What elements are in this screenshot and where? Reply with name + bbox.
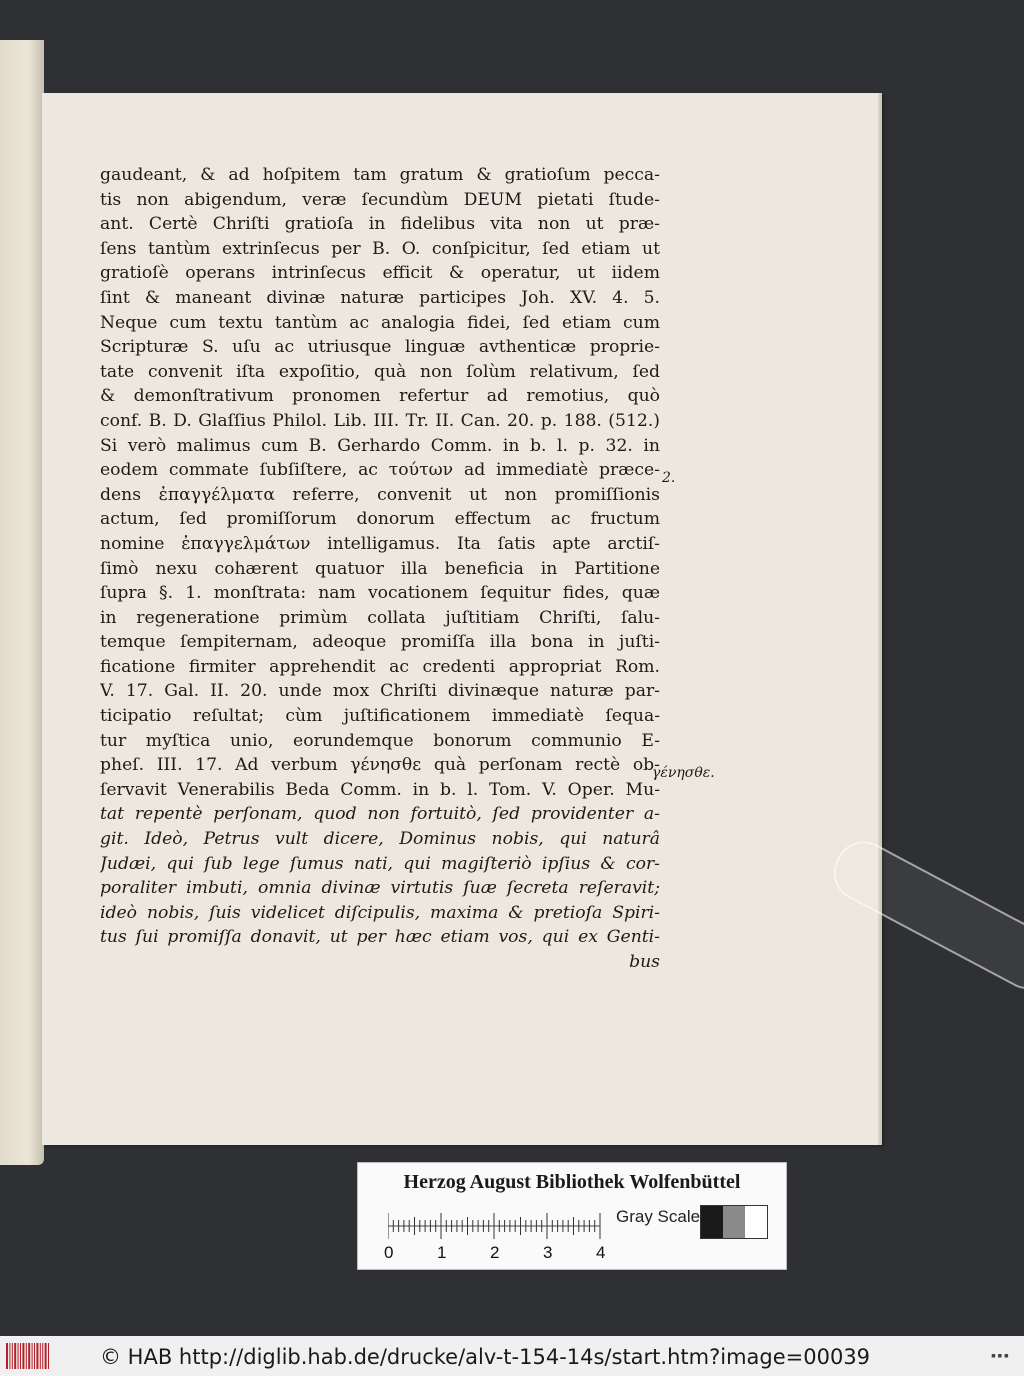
page-body-text: [100, 163, 660, 975]
ruler-number: 3: [543, 1243, 553, 1262]
text-line: Scripturæ S. uſu ac utriusque linguæ avthenticæ proprie-: [100, 337, 660, 358]
text-line: tate convenit iſta expoſitio, quà non ſolùm relativum, ſed: [100, 361, 660, 382]
text-line: ticipatio reſultat; cùm juſtificationem immediatè ſequa-: [100, 706, 660, 727]
text-line: eodem commate ſubſiſtere, ac τούτων ad immediatè præce-: [100, 460, 660, 481]
gray-swatch: [745, 1206, 767, 1238]
ruler-number: 2: [490, 1243, 500, 1262]
logo-bar: [6, 1343, 8, 1369]
gray-scale-label: Gray Scale: [616, 1207, 701, 1226]
logo-bar: [12, 1343, 13, 1369]
logo-bar: [36, 1343, 38, 1369]
book-page: [42, 93, 882, 1145]
logo-bar: [42, 1343, 43, 1369]
text-line: ideò nobis, ſuis videlicet diſcipulis, maxima & pretioſa Spiri-: [100, 902, 660, 923]
hab-logo-icon: [6, 1343, 50, 1369]
text-line: gratioſè operans intrinſecus efficit & operatur, ut iidem: [100, 263, 660, 284]
text-line: tis non abigendum, veræ ſecundùm DEUM pietati ſtude-: [100, 189, 660, 210]
page-fold-shadow: [878, 93, 882, 1145]
gray-swatch: [723, 1206, 745, 1238]
logo-bar: [26, 1343, 27, 1369]
ruler-ticks: [388, 1211, 606, 1241]
footer-bar: [0, 1336, 1024, 1376]
logo-bar: [18, 1343, 19, 1369]
logo-bar: [40, 1343, 41, 1369]
copyright-url-text: © HAB http://diglib.hab.de/drucke/alv-t-154-14s/start.htm?image=00039: [100, 1345, 871, 1369]
catchword: bus: [629, 952, 660, 972]
margin-note-greek-word: γένησθε.: [652, 765, 715, 781]
ruler-number: 1: [437, 1243, 447, 1262]
text-line: tat repentè perſonam, quod non fortuitò, ſed providenter a-: [100, 804, 660, 825]
text-line: tur myſtica unio, eorundemque bonorum communio E-: [100, 730, 660, 751]
text-line: actum, ſed promiſſorum donorum effectum ac fructum: [100, 509, 660, 530]
text-line: pheſ. III. 17. Ad verbum γένησθε quà perſonam rectè ob-: [100, 755, 660, 776]
gray-scale-swatches: [700, 1205, 768, 1239]
logo-bar: [9, 1343, 10, 1369]
text-line: tus ſui promiſſa donavit, ut per hæc etiam vos, qui ex Genti-: [100, 927, 660, 948]
text-line: ficatione firmiter apprehendit ac credenti appropriat Rom.: [100, 656, 660, 677]
library-name: Herzog August Bibliothek Wolfenbüttel: [403, 1171, 741, 1193]
page-indicator-icon: ▪▪▪: [990, 1351, 1010, 1361]
logo-bar: [28, 1343, 30, 1369]
text-line: Neque cum textu tantùm ac analogia fidei, ſed etiam cum: [100, 312, 660, 333]
text-line: ſint & maneant divinæ naturæ participes Joh. XV. 4. 5.: [100, 287, 660, 308]
text-line: in regeneratione primùm collata juſtitiam Chriſti, ſalu-: [100, 607, 660, 628]
text-line: Judæi, qui ſub lege ſumus nati, qui magiſteriò ipſius & cor-: [100, 853, 660, 874]
color-scale-card: [357, 1162, 787, 1270]
text-line: ſupra §. 1. monſtrata: nam vocationem ſequitur fides, quæ: [100, 583, 660, 604]
text-line: & demonſtrativum pronomen refertur ad remotius, quò: [100, 386, 660, 407]
text-line: gaudeant, & ad hoſpitem tam gratum & gratioſum pecca-: [100, 165, 660, 185]
text-line: ant. Certè Chriſti gratioſa in fidelibus vita non ut præ-: [100, 214, 660, 235]
text-line: conf. B. D. Glaſſius Philol. Lib. III. Tr. II. Can. 20. p. 188. (512.): [100, 410, 660, 431]
text-line: ſimò nexu cohærent quatuor illa beneficia in Partitione: [100, 558, 660, 579]
margin-note-number: 2.: [662, 470, 676, 486]
gray-swatch: [701, 1206, 723, 1238]
logo-bar: [20, 1343, 21, 1369]
text-line: poraliter imbuti, omnia divinæ virtutis ſuæ ſecreta reſeravit;: [100, 878, 660, 899]
adjacent-page-edge: [0, 40, 44, 1165]
text-line: nomine ἐπαγγελμάτων intelligamus. Ita ſatis apte arctiſ-: [100, 533, 660, 554]
text-line: temque ſempiternam, adeoque promiſſa illa bona in juſti-: [100, 632, 660, 653]
text-line: dens ἐπαγγέλματα referre, convenit ut non promiſſionis: [100, 484, 660, 505]
text-line: git. Ideò, Petrus vult dicere, Dominus nobis, qui naturâ: [100, 829, 660, 850]
logo-bar: [22, 1343, 24, 1369]
text-line: Si verò malimus cum B. Gerhardo Comm. in b. l. p. 32. in: [100, 435, 660, 456]
logo-bar: [34, 1343, 35, 1369]
ruler-number: 4: [596, 1243, 606, 1262]
text-line: ſervavit Venerabilis Beda Comm. in b. l. Tom. V. Oper. Mu-: [100, 779, 660, 800]
logo-bar: [48, 1343, 49, 1369]
text-line: ſens tantùm extrinſecus per B. O. conſpicitur, ſed etiam ut: [100, 238, 660, 259]
ruler-number: 0: [384, 1243, 394, 1262]
text-line: V. 17. Gal. II. 20. unde mox Chriſti divinæque naturæ par-: [100, 681, 660, 702]
logo-bar: [14, 1343, 16, 1369]
logo-bar: [32, 1343, 33, 1369]
logo-bar: [45, 1343, 47, 1369]
